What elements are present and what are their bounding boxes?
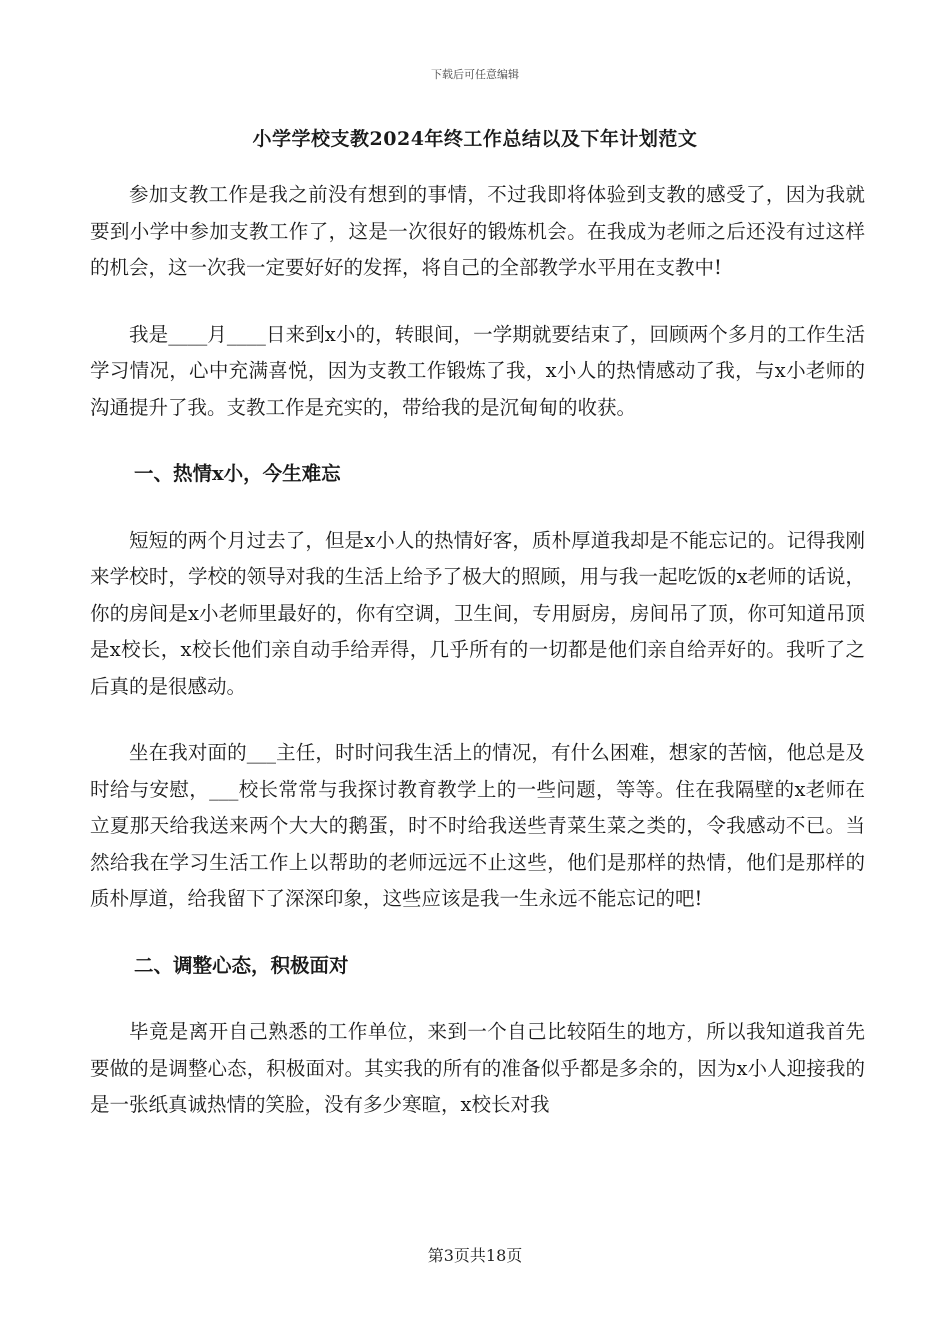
paragraph-hospitality: 短短的两个月过去了，但是x小人的热情好客，质朴厚道我却是不能忘记的。记得我刚来学校时，学校的领导对我的生活上给予了极大的照顾，用与我一起吃饭的x老师的话说，你的房间是x小老师里最好的，你有空调，卫生间，专用厨房，房间吊了顶，你可知道吊顶是x校长，x校长他们亲自动手给弄得，几乎所有的一切都是他们亲自给弄好的。我听了之后真的是很感动。 <box>90 528 865 698</box>
section-heading-2: 二、调整心态，积极面对 <box>134 953 349 977</box>
paragraph-intro: 参加支教工作是我之前没有想到的事情，不过我即将体验到支教的感受了，因为我就要到小学中参加支教工作了，这是一次很好的锻炼机会。在我成为老师之后还没有过这样的机会，这一次我一定要好好的发挥，将自己的全部教学水平用在支教中! <box>90 183 865 279</box>
section-heading-1: 一、热情x小，今生难忘 <box>134 462 341 485</box>
document-body <box>90 177 865 1124</box>
paragraph-colleagues: 坐在我对面的___主任，时时问我生活上的情况，有什么困难，想家的苦恼，他总是及时给与安慰，___校长常常与我探讨教育教学上的一些问题，等等。住在我隔壁的x老师在立夏那天给我送来两个大大的鹅蛋，时不时给我送些青菜生菜之类的，令我感动不已。当然给我在学习生活工作上以帮助的老师远远不止这些，他们是那样的热情，他们是那样的质朴厚道，给我留下了深深印象，这些应该是我一生永远不能忘记的吧! <box>90 741 865 910</box>
paragraph-arrival: 我是____月____日来到x小的，转眼间，一学期就要结束了，回顾两个多月的工作生活学习情况，心中充满喜悦，因为支教工作锻炼了我，x小人的热情感动了我，与x小老师的沟通提升了我。支教工作是充实的，带给我的是沉甸甸的收获。 <box>90 322 865 419</box>
paragraph-mindset: 毕竟是离开自己熟悉的工作单位，来到一个自己比较陌生的地方，所以我知道我首先要做的是调整心态，积极面对。其实我的所有的准备似乎都是多余的，因为x小人迎接我的是一张纸真诚热情的笑脸，没有多少寒暄，x校长对我 <box>90 1020 865 1116</box>
document-title: 小学学校支教2024年终工作总结以及下年计划范文 <box>252 128 698 150</box>
header-note: 下载后可任意编辑 <box>431 68 519 81</box>
page-number-footer: 第3页共18页 <box>427 1246 523 1265</box>
